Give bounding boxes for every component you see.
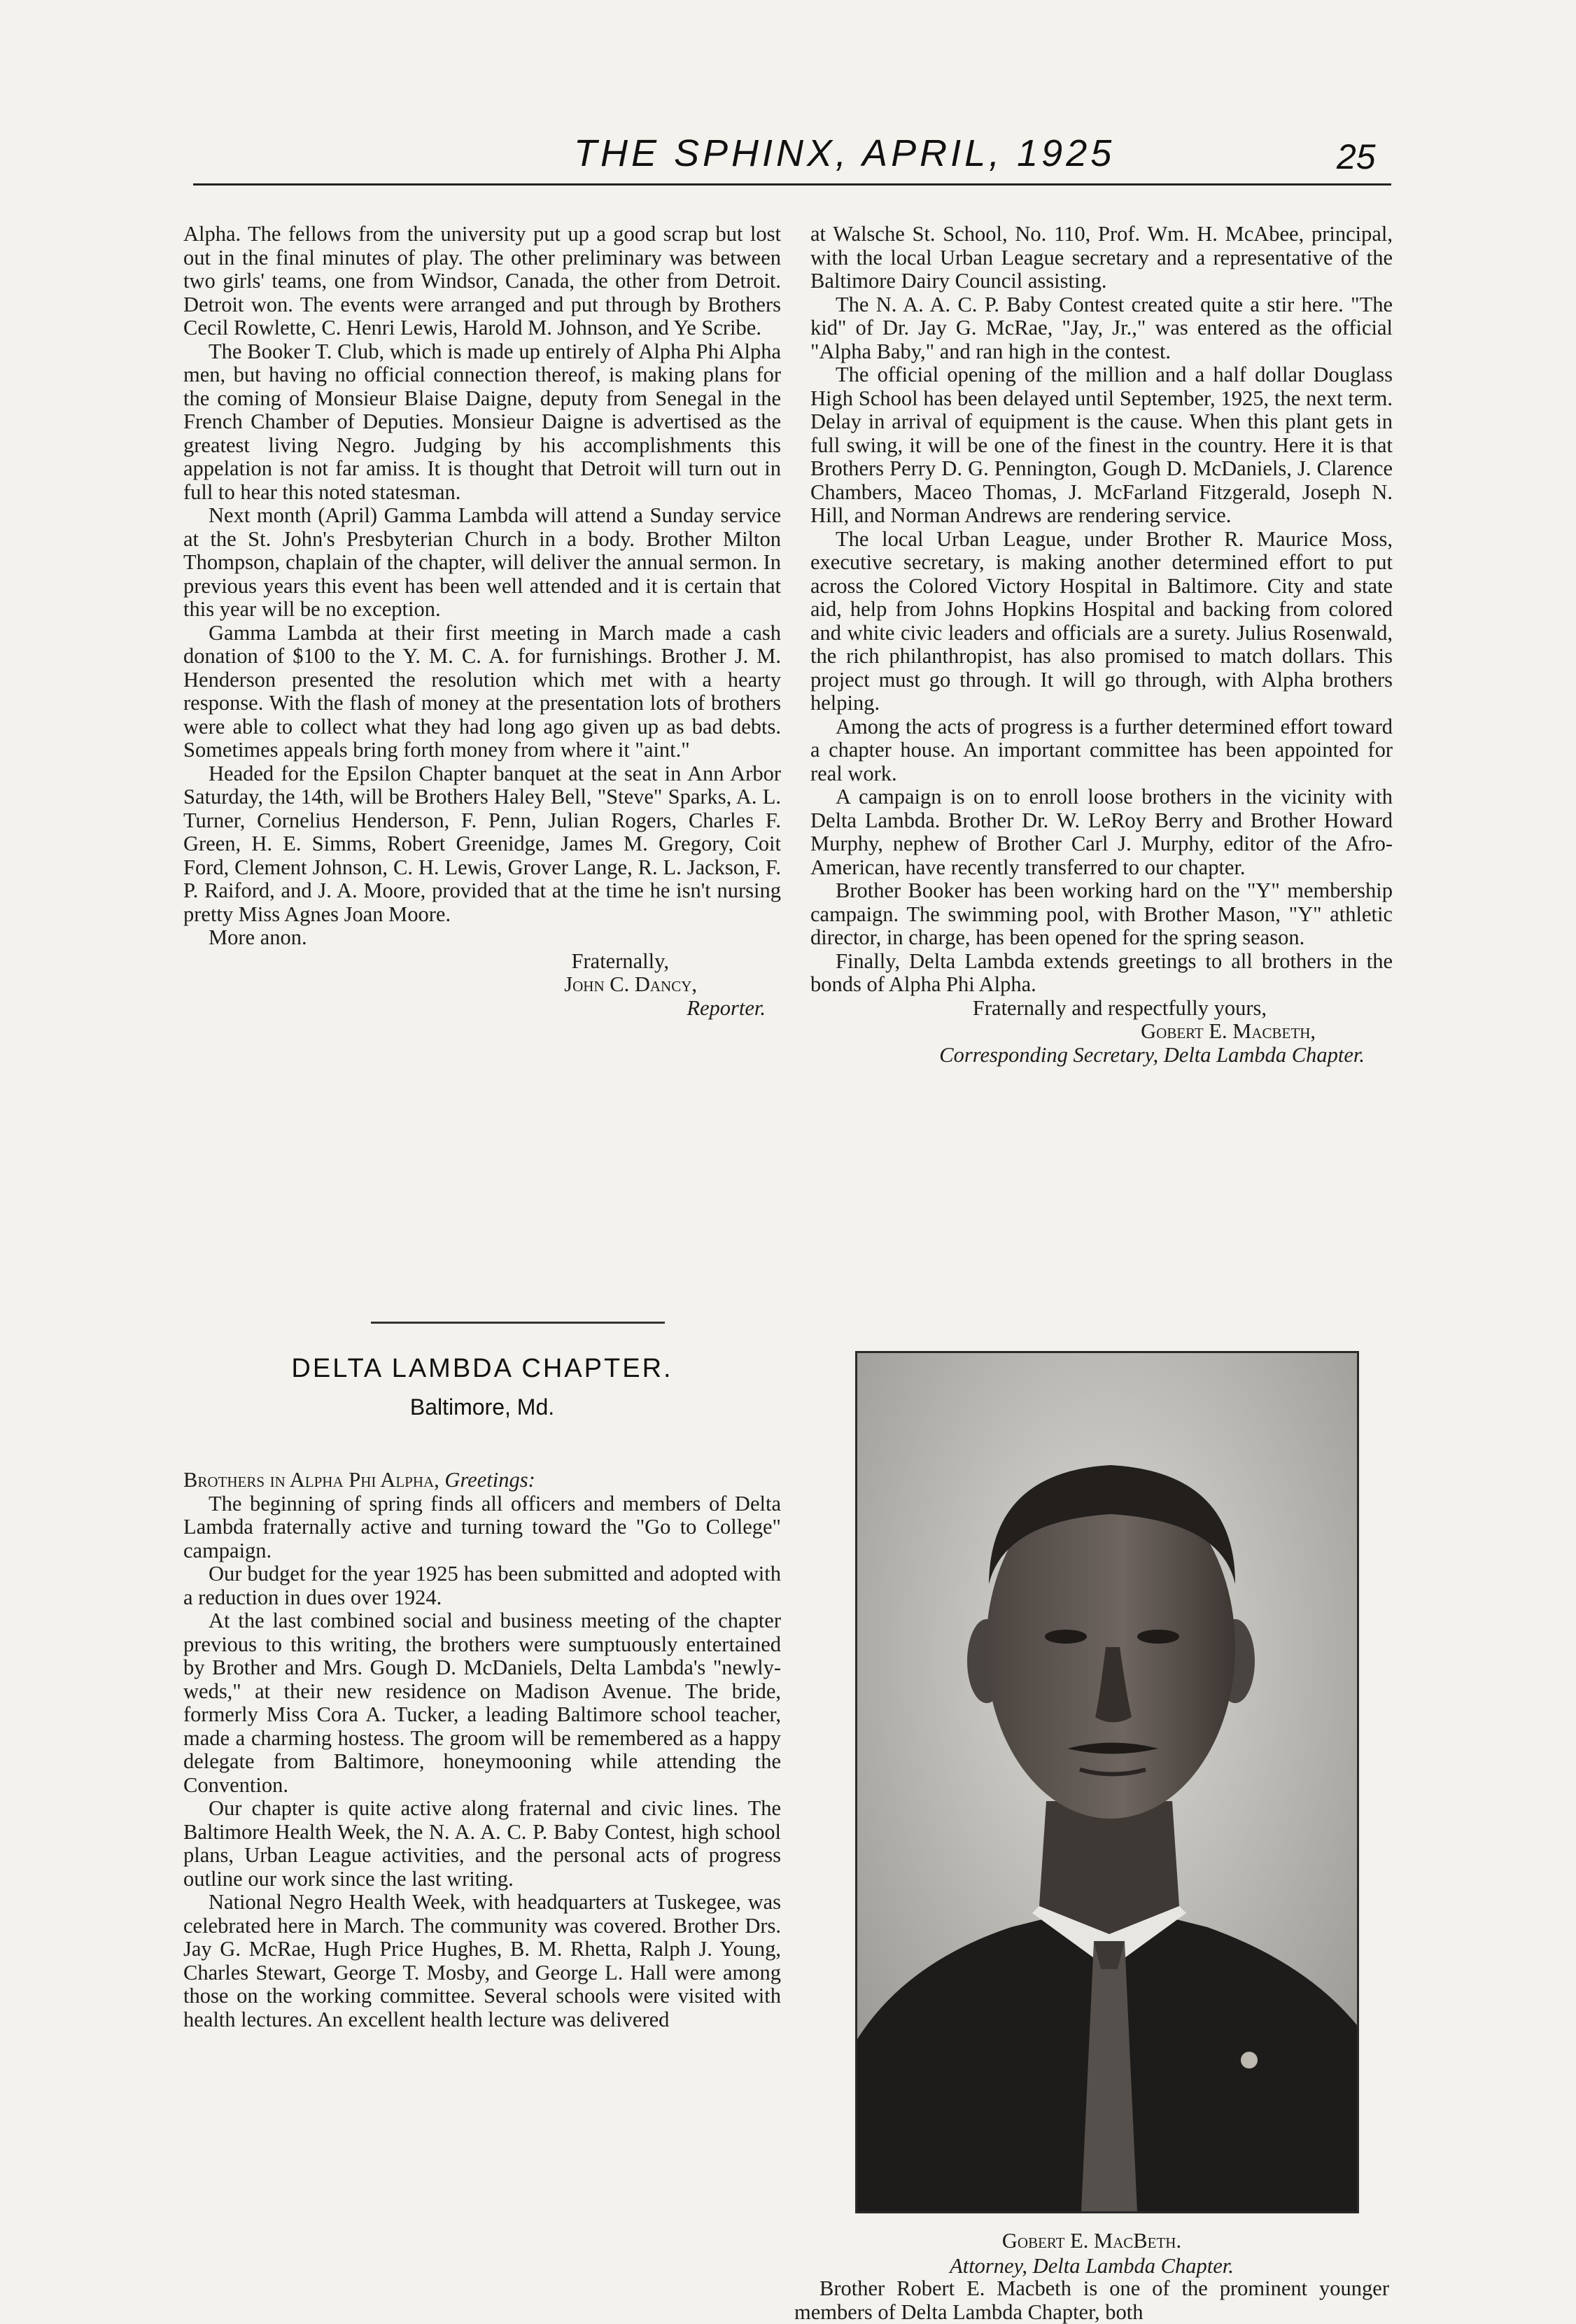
signer-name: Gobert E. Macbeth, bbox=[1141, 1019, 1316, 1043]
section-divider bbox=[371, 1322, 665, 1324]
paragraph: The Booker T. Club, which is made up entirely of Alpha Phi Alpha men, but having no official connection thereof, is making plans for the coming of Monsieur Blaise Daigne, deputy from Senegal in the French Chamber of Deputies. Monsieur Daigne is advertised as the greatest living Negro. Judging by his accomplishments this appelation is not far amiss. It is thought that Detroit will turn out in full to hear this noted statesman. bbox=[183, 339, 781, 504]
photo-caption-name: Gobert E. MacBeth. bbox=[1001, 2229, 1182, 2253]
photo-caption-title: Attorney, Delta Lambda Chapter. bbox=[950, 2254, 1234, 2278]
paragraph: The official opening of the million and a half dollar Douglass High School has been delayed until September, 1925, the next term. Delay in arrival of equipment is the cause. When this plant gets in full swing, it will be one of the finest in the country. Here it is that Brothers Perry D. G. Pennington, Gough D. McDaniels, J. Clarence Chambers, Maceo Thomas, J. McFarland Fitzgerald, Joseph N. Hill, and Norman Andrews are rendering service. bbox=[810, 363, 1393, 527]
salutation bbox=[183, 1469, 781, 1492]
paragraph: Finally, Delta Lambda extends greetings to all brothers in the bonds of Alpha Phi Alpha. bbox=[810, 948, 1393, 996]
paragraph: Alpha. The fellows from the university put up a good scrap but lost out in the final minutes of play. The other preliminary was between two girls' teams, one from Windsor, Canada, the other from Detroit. Detroit won. The events were arranged and put through by Brothers Cecil Rowlette, C. Henri Lewis, Harold M. Johnson, and Ye Scribe. bbox=[183, 222, 781, 340]
paragraph: at Walsche St. School, No. 110, Prof. Wm. H. McAbee, principal, with the local Urban League secretary and a representative of the Baltimore Dairy Council assisting. bbox=[810, 222, 1393, 293]
salutation-caps: Brothers in Alpha Phi Alpha, bbox=[183, 1468, 439, 1492]
paragraph: The local Urban League, under Brother R. Maurice Moss, executive secretary, is making another determined effort to put across the Colored Victory Hospital in Baltimore. City and state aid, help from Johns Hopkins Hospital and backing from colored and white civic leaders and officials are a surety. Julius Rosenwald, the rich philanthropist, has also promised to match dollars. This project must go through. It will go through, with Alpha brothers helping. bbox=[810, 526, 1393, 715]
signer-title: Corresponding Secretary, Delta Lambda Chapter. bbox=[939, 1042, 1365, 1067]
paragraph: Headed for the Epsilon Chapter banquet at the seat in Ann Arbor Saturday, the 14th, will be Brothers Haley Bell, "Steve" Sparks, A. L. Turner, Cornelius Henderson, F. Penn, Julian Rogers, Charles F. Green, H. E. Simms, Robert Greenidge, James M. Gregory, Coit Ford, Clement Johnson, C. H. Lewis, Grover Lange, R. L. Jackson, F. P. Raiford, and J. A. Moore, provided that at the time he isn't nursing pretty Miss Agnes Joan Moore. bbox=[183, 761, 781, 926]
paragraph: Our budget for the year 1925 has been submitted and adopted with a reduction in dues over 1924. bbox=[183, 1562, 781, 1609]
delta-lambda-report-continued bbox=[810, 223, 1393, 1067]
portrait-photo bbox=[855, 1351, 1359, 2213]
gamma-lambda-report bbox=[183, 223, 781, 1020]
photo-caption-text: Brother Robert E. Macbeth is one of the prominent younger members of Delta Lambda Chapter, both bbox=[794, 2276, 1389, 2324]
section-title: DELTA LAMBDA CHAPTER. bbox=[291, 1354, 673, 1383]
paragraph: The beginning of spring finds all officers and members of Delta Lambda fraternally active and turning toward the "Go to College" campaign. bbox=[183, 1491, 781, 1562]
paragraph: At the last combined social and business meeting of the chapter previous to this writing, the brothers were sumptuously entertained by Brother and Mrs. Gough D. McDaniels, Delta Lambda's "newly-weds," at their new residence on Madison Avenue. The bride, formerly Miss Cora A. Tucker, a leading Baltimore school teacher, made a charming hostess. The groom will be remembered as a happy delegate from Baltimore, honeymooning while attending the Convention. bbox=[183, 1609, 781, 1797]
paragraph: Brother Booker has been working hard on the "Y" membership campaign. The swimming pool, with Brother Mason, "Y" athletic director, in charge, has been opened for the spring season. bbox=[810, 878, 1393, 949]
closing: Fraternally, bbox=[571, 948, 669, 973]
paragraph: Among the acts of progress is a further determined effort toward a chapter house. An important committee has been appointed for real work. bbox=[810, 714, 1393, 785]
signer-title: Reporter. bbox=[687, 995, 766, 1020]
paragraph: A campaign is on to enroll loose brothers in the vicinity with Delta Lambda. Brother Dr. W. LeRoy Berry and Brother Howard Murphy, nephew of Brother Carl J. Murphy, editor of the Afro-American, have recently transferred to our chapter. bbox=[810, 785, 1393, 879]
paragraph: National Negro Health Week, with headquarters at Tuskegee, was celebrated here in March. The community was covered. Brother Drs. Jay G. McRae, Hugh Price Hughes, B. M. Rhetta, Ralph J. Young, Charles Stewart, George T. Mosby, and George L. Hall were among those on the working committee. Several schools were visited with health lectures. An excellent health lecture was delivered bbox=[183, 1890, 781, 2031]
paragraph: The N. A. A. C. P. Baby Contest created quite a stir here. "The kid" of Dr. Jay G. McRae, "Jay, Jr.," was entered as the official "Alpha Baby," and ran high in the contest. bbox=[810, 292, 1393, 363]
header-rule bbox=[193, 183, 1391, 186]
paragraph: Our chapter is quite active along fraternal and civic lines. The Baltimore Health Week, the N. A. A. C. P. Baby Contest, high school plans, Urban League activities, and the personal acts of progress outline our work since the last writing. bbox=[183, 1796, 781, 1891]
delta-lambda-report bbox=[183, 1469, 781, 2031]
salutation-greeting: Greetings: bbox=[444, 1468, 535, 1492]
paragraph: Gamma Lambda at their first meeting in March made a cash donation of $100 to the Y. M. C. A. for furnishings. Brother J. M. Henderson presented the resolution which met with a hearty response. With the flash of money at the presentation lots of brothers were able to collect what they had long ago given up as bad debts. Sometimes appeals bring forth money from where it "aint." bbox=[183, 620, 781, 762]
running-head: THE SPHINX, APRIL, 1925 bbox=[574, 132, 1116, 174]
paragraph: Next month (April) Gamma Lambda will attend a Sunday service at the St. John's Presbyterian Church in a body. Brother Milton Thompson, chaplain of the chapter, will deliver the annual sermon. In previous years this event has been well attended and it is certain that this year will be no exception. bbox=[183, 503, 781, 621]
page-number: 25 bbox=[1337, 137, 1376, 176]
closing: Fraternally and respectfully yours, bbox=[972, 995, 1267, 1020]
paragraph: More anon. bbox=[209, 925, 307, 949]
portrait-image bbox=[857, 1353, 1357, 2211]
section-city: Baltimore, Md. bbox=[409, 1394, 555, 1420]
signer-name: John C. Dancy, bbox=[564, 972, 697, 996]
